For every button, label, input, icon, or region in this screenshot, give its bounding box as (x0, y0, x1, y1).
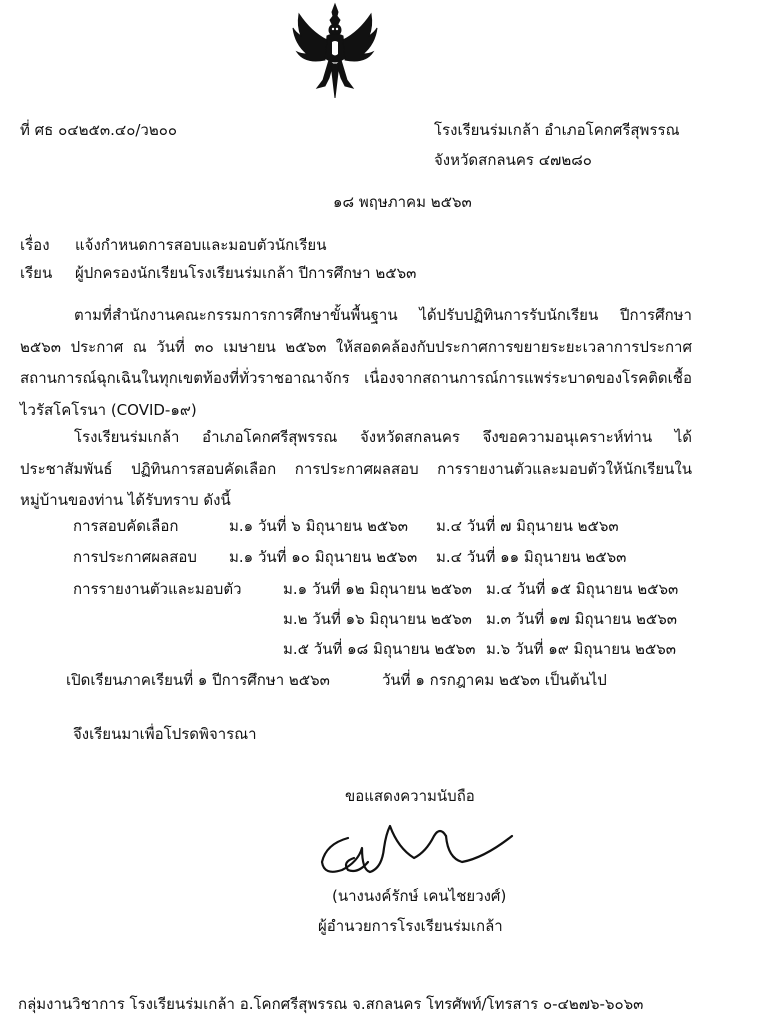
schedule-exam-m4: ม.๔ วันที่ ๗ มิถุนายน ๒๕๖๓ (436, 517, 619, 535)
schedule-open-label: เปิดเรียนภาคเรียนที่ ๑ ปีการศึกษา ๒๕๖๓ (66, 671, 330, 689)
schedule-report-row-1-left: ม.๑ วันที่ ๑๒ มิถุนายน ๒๕๖๓ (283, 580, 472, 598)
handwritten-signature (318, 818, 514, 888)
schedule-report-row-1-right: ม.๔ วันที่ ๑๕ มิถุนายน ๒๕๖๓ (486, 580, 679, 598)
signer-name: (นางนงค์รักษ์ เคนไชยวงศ์) (332, 887, 507, 905)
schedule-exam-m1: ม.๑ วันที่ ๖ มิถุนายน ๒๕๖๓ (229, 517, 409, 535)
footer-contact: กลุ่มงานวิชาการ โรงเรียนร่มเกล้า อ.โคกศรีสุพรรณ จ.สกลนคร โทรศัพท์/โทรสาร ๐-๔๒๗๖-๖๐๖๓ (18, 995, 644, 1013)
subject-label: เรื่อง (20, 236, 50, 254)
subject-text: แจ้งกำหนดการสอบและมอบตัวนักเรียน (75, 236, 327, 254)
letter-date: ๑๘ พฤษภาคม ๒๕๖๓ (333, 193, 472, 211)
schedule-report-row-2-left: ม.๒ วันที่ ๑๖ มิถุนายน ๒๕๖๓ (283, 610, 472, 628)
school-address-line: โรงเรียนร่มเกล้า อำเภอโคกศรีสุพรรณ (434, 121, 680, 139)
body-paragraph-1: ตามที่สำนักงานคณะกรรมการการศึกษาขั้นพื้นฐาน ได้ปรับปฏิทินการรับนักเรียน ปีการศึกษา ๒๕๖๓ ประกาศ ณ วันที่ ๓๐ เมษายน ๒๕๖๓ ให้สอดคล้องกับประกาศการขยายระยะเวลาการประกาศสถานการณ์ฉุกเฉินในทุกเขตท้องที่ทั่วราชอาณาจักร เนื่องจากสถานการณ์การแพร่ระบาดของโรคติดเชื้อไวรัสโคโรนา (COVID-๑๙) (20, 306, 692, 419)
schedule-exam-label: การสอบคัดเลือก (73, 517, 179, 535)
schedule-report-row-3-right: ม.๖ วันที่ ๑๙ มิถุนายน ๒๕๖๓ (486, 640, 677, 658)
garuda-emblem-icon (291, 2, 379, 100)
body-paragraph-2: โรงเรียนร่มเกล้า อำเภอโคกศรีสุพรรณ จังหวัดสกลนคร จึงขอความอนุเคราะห์ท่าน ได้ประชาสัมพันธ์ ปฏิทินการสอบคัดเลือก การประกาศผลสอบ การรายงานตัวและมอบตัวให้นักเรียนในหมู่บ้านของท่าน ได้รับทราบ ดังนี้ (20, 428, 692, 509)
closing-regards: ขอแสดงความนับถือ (345, 787, 475, 805)
schedule-report-row-3-left: ม.๕ วันที่ ๑๘ มิถุนายน ๒๕๖๓ (283, 640, 476, 658)
closing-request: จึงเรียนมาเพื่อโปรดพิจารณา (73, 725, 257, 743)
recipient-label: เรียน (20, 264, 53, 282)
document-number: ที่ ศธ ๐๔๒๕๓.๔๐/ว๒๐๐ (20, 121, 178, 139)
schedule-open-date: วันที่ ๑ กรกฎาคม ๒๕๖๓ เป็นต้นไป (382, 671, 607, 689)
schedule-results-m4: ม.๔ วันที่ ๑๑ มิถุนายน ๒๕๖๓ (436, 548, 627, 566)
schedule-report-label: การรายงานตัวและมอบตัว (73, 580, 242, 598)
schedule-report-row-2-right: ม.๓ วันที่ ๑๗ มิถุนายน ๒๕๖๓ (486, 610, 678, 628)
signer-title: ผู้อำนวยการโรงเรียนร่มเกล้า (318, 917, 503, 935)
schedule-results-label: การประกาศผลสอบ (73, 548, 197, 566)
schedule-results-m1: ม.๑ วันที่ ๑๐ มิถุนายน ๒๕๖๓ (229, 548, 418, 566)
province-line: จังหวัดสกลนคร ๔๗๒๘๐ (434, 151, 592, 169)
recipient-text: ผู้ปกครองนักเรียนโรงเรียนร่มเกล้า ปีการศึกษา ๒๕๖๓ (75, 264, 417, 282)
